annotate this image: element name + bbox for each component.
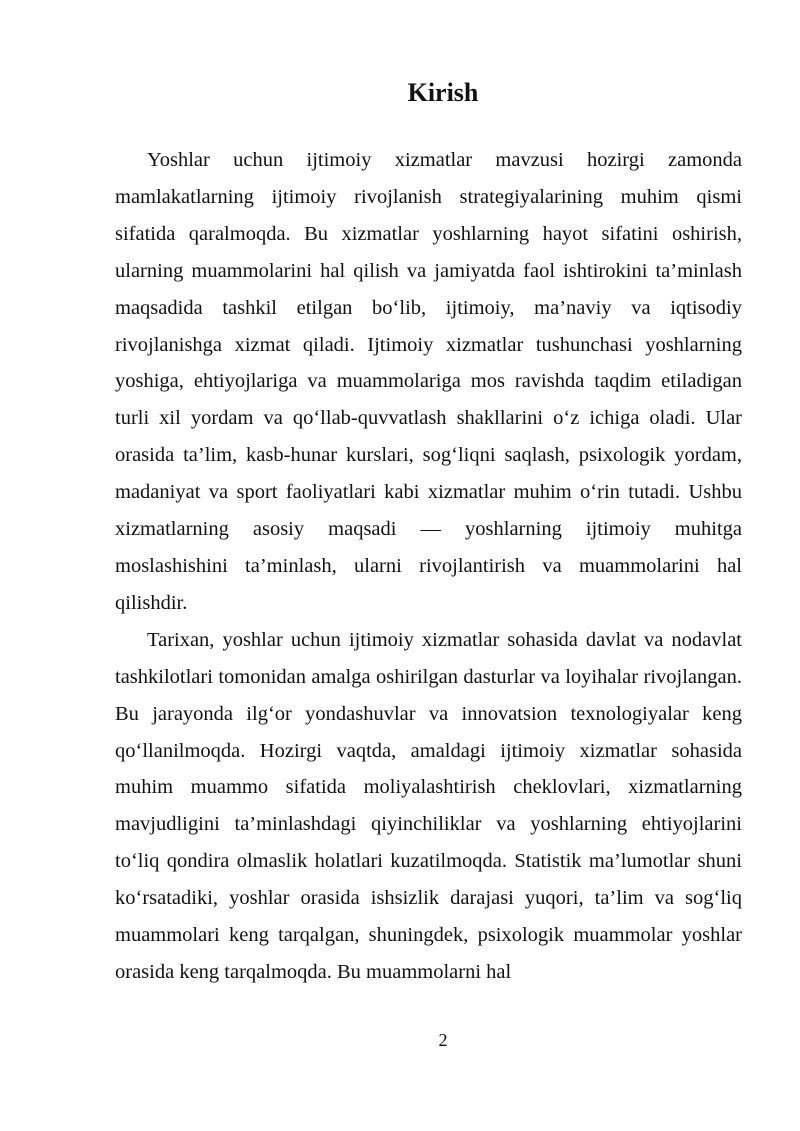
page-number: 2	[438, 1030, 448, 1050]
paragraph-2: Tarixan, yoshlar uchun ijtimoiy xizmatlar sohasida davlat va nodavlat tashkilotlari tomonidan amalga oshirilgan dasturlar va loyihalar rivojlangan. Bu jarayonda ilg‘or yondashuvlar va innovatsion texnologiyalar keng qo‘llanilmoqda. Hozirgi vaqtda, amaldagi ijtimoiy xizmatlar sohasida muhim muammo sifatida moliyalashtirish cheklovlari, xizmatlarning mavjudligini ta’minlashdagi qiyinchiliklar va yoshlarning ehtiyojlarini to‘liq qondira olmaslik holatlari kuzatilmoqda. Statistik ma’lumotlar shuni ko‘rsatadiki, yoshlar orasida ishsizlik darajasi yuqori, ta’lim va sog‘liq muammolari keng tarqalgan, shuningdek, psixologik muammolar yoshlar orasida keng tarqalmoqda. Bu muammolarni hal	[115, 628, 742, 983]
paragraph-1: Yoshlar uchun ijtimoiy xizmatlar mavzusi hozirgi zamonda mamlakatlarning ijtimoiy rivojlanish strategiyalarining muhim qismi sifatida qaralmoqda. Bu xizmatlar yoshlarning hayot sifatini oshirish, ularning muammolarini hal qilish va jamiyatda faol ishtirokini ta’minlash maqsadida tashkil etilgan bo‘lib, ijtimoiy, ma’naviy va iqtisodiy rivojlanishga xizmat qiladi. Ijtimoiy xizmatlar tushunchasi yoshlarning yoshiga, ehtiyojlariga va muammolariga mos ravishda taqdim etiladigan turli xil yordam va qo‘llab-quvvatlash shakllarini o‘z ichiga oladi. Ular orasida ta’lim, kasb-hunar kurslari, sog‘liqni saqlash, psixologik yordam, madaniyat va sport faoliyatlari kabi xizmatlar muhim o‘rin tutadi. Ushbu xizmatlarning asosiy maqsadi — yoshlarning ijtimoiy muhitga moslashishini ta’minlash, ularni rivojlantirish va muammolarini hal qilishdir.	[115, 149, 742, 614]
body-text	[115, 142, 742, 991]
page-title: Kirish	[407, 78, 479, 107]
